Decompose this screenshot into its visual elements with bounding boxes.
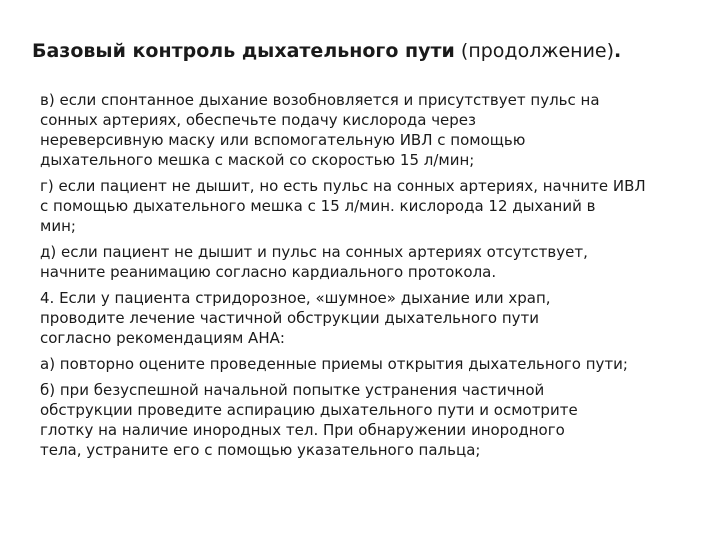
text-line: проводите лечение частичной обструкции дыхательного пути	[40, 309, 539, 327]
text-line: дыхательного мешка с маской со скоростью 15 л/мин;	[40, 151, 475, 169]
slide-title	[32, 38, 702, 64]
paragraph-4	[40, 288, 700, 348]
text-line: б) при безуспешной начальной попытке устранения частичной	[40, 381, 545, 399]
title-end-text: .	[614, 40, 622, 62]
paragraph-a	[40, 354, 700, 374]
title-normal-text: (продолжение)	[454, 40, 615, 62]
text-line: 4. Если у пациента стридорозное, «шумное» дыхание или храп,	[40, 289, 551, 307]
text-line: обструкции проведите аспирацию дыхательного пути и осмотрите	[40, 401, 578, 419]
text-line: тела, устраните его с помощью указательного пальца;	[40, 441, 481, 459]
text-line: а) повторно оцените проведенные приемы открытия дыхательного пути;	[40, 355, 628, 373]
paragraph-g	[40, 176, 700, 236]
text-line: нереверсивную маску или вспомогательную ИВЛ с помощью	[40, 131, 526, 149]
text-line: д) если пациент не дышит и пульс на сонных артериях отсутствует,	[40, 243, 588, 261]
paragraph-v	[40, 90, 700, 170]
title-bold-text: Базовый контроль дыхательного пути	[32, 40, 455, 62]
paragraph-b	[40, 380, 700, 460]
text-line: глотку на наличие инородных тел. При обнаружении инородного	[40, 421, 565, 439]
slide-body	[40, 90, 700, 466]
text-line: г) если пациент не дышит, но есть пульс на сонных артериях, начните ИВЛ	[40, 177, 646, 195]
text-line: согласно рекомендациям АНА:	[40, 329, 285, 347]
text-line: сонных артериях, обеспечьте подачу кислорода через	[40, 111, 477, 129]
text-line: с помощью дыхательного мешка с 15 л/мин. кислорода 12 дыханий в	[40, 197, 596, 215]
text-line: начните реанимацию согласно кардиального протокола.	[40, 263, 497, 281]
text-line: в) если спонтанное дыхание возобновляется и присутствует пульс на	[40, 91, 600, 109]
paragraph-d	[40, 242, 700, 282]
text-line: мин;	[40, 217, 76, 235]
